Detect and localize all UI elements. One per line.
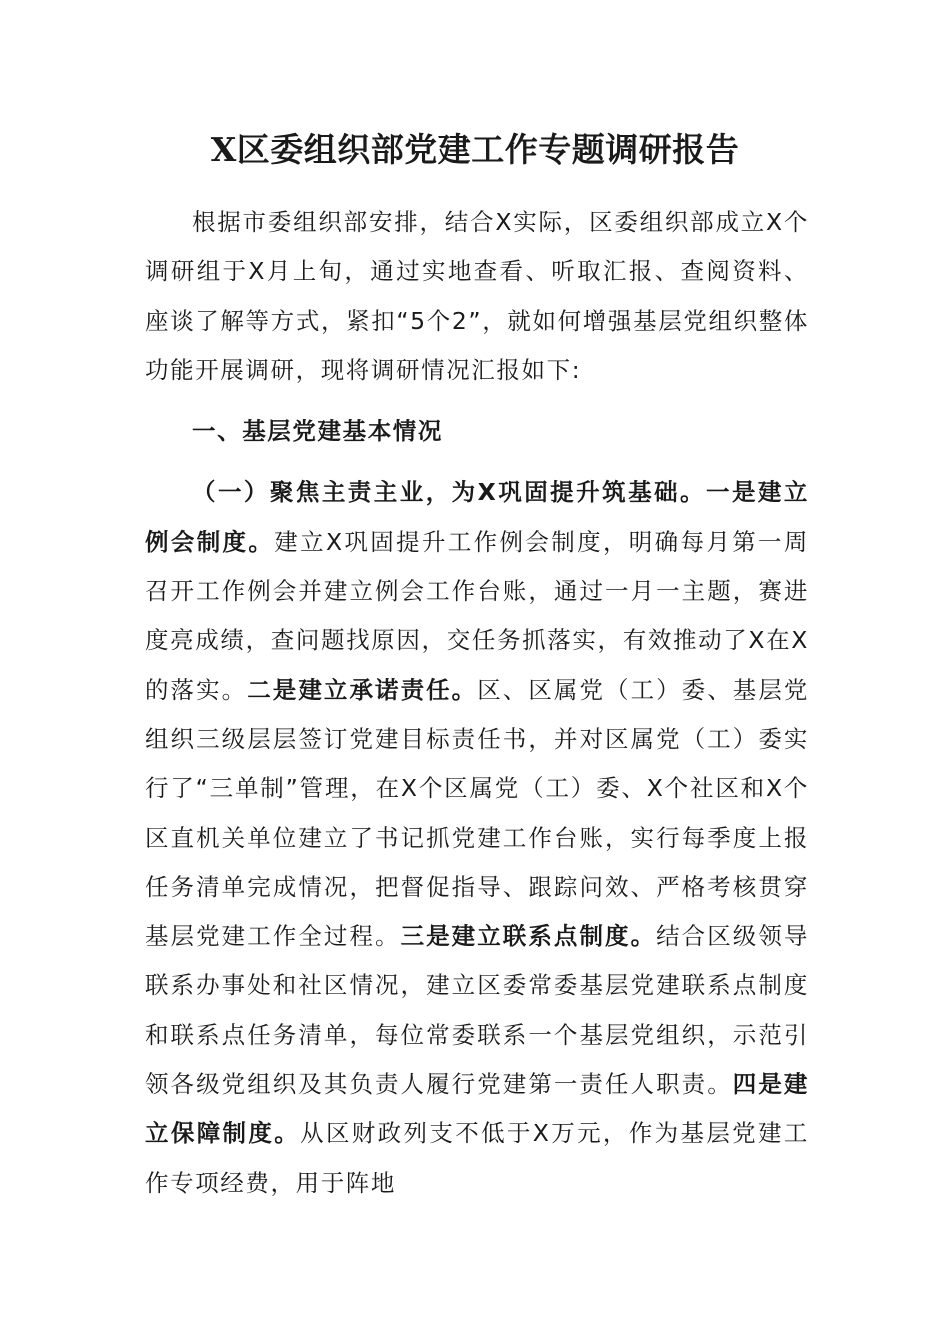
point-1-text: 建立X巩固提升工作例会制度，明确每月第一周召开工作例会并建立例会工作台账，通过一月一主题，赛进度亮成绩，查问题找原因，交任务抓落实，有效推动了X在X的落实。	[145, 527, 810, 704]
subsection-heading-1: （一）聚焦主责主业，为X巩固提升筑基础。	[192, 478, 706, 507]
point-4-text: 从区财政列支不低于X万元，作为基层党建工作专项经费，用于阵地	[145, 1119, 809, 1197]
intro-paragraph: 根据市委组织部安排，结合X实际，区委组织部成立X个调研组于X月上旬，通过实地查看、听取汇报、查阅资料、座谈了解等方式，紧扣“5个2”，就如何增强基层党组织整体功能开展调研，现将调研情况汇报如下:	[145, 208, 809, 384]
document-title: X区委组织部党建工作专题调研报告	[210, 130, 740, 169]
point-3-label: 三是建立联系点制度。	[400, 922, 657, 951]
section-1-paragraph	[145, 468, 809, 1207]
point-2-label: 二是建立承诺责任。	[247, 675, 478, 704]
point-1-label: 一是建立例会制度。	[145, 478, 809, 556]
point-2-text: 区、区属党（工）委、基层党组织三级层层签订党建目标责任书，并对区属党（工）委实行了“三单制”管理，在X个区属党（工）委、X个社区和X个区直机关单位建立了书记抓党建工作台账，实行每季度上报任务清单完成情况，把督促指导、跟踪问效、严格考核贯穿基层党建工作全过程。	[145, 675, 809, 951]
document-body	[145, 198, 809, 1208]
point-4-label: 四是建立保障制度。	[145, 1070, 809, 1148]
section-heading-1: 一、基层党建基本情况	[192, 417, 443, 446]
point-3-text: 结合区级领导联系办事处和社区情况，建立区委常委基层党建联系点制度和联系点任务清单，每位常委联系一个基层党组织，示范引领各级党组织及其负责人履行党建第一责任人职责。	[145, 922, 810, 1099]
